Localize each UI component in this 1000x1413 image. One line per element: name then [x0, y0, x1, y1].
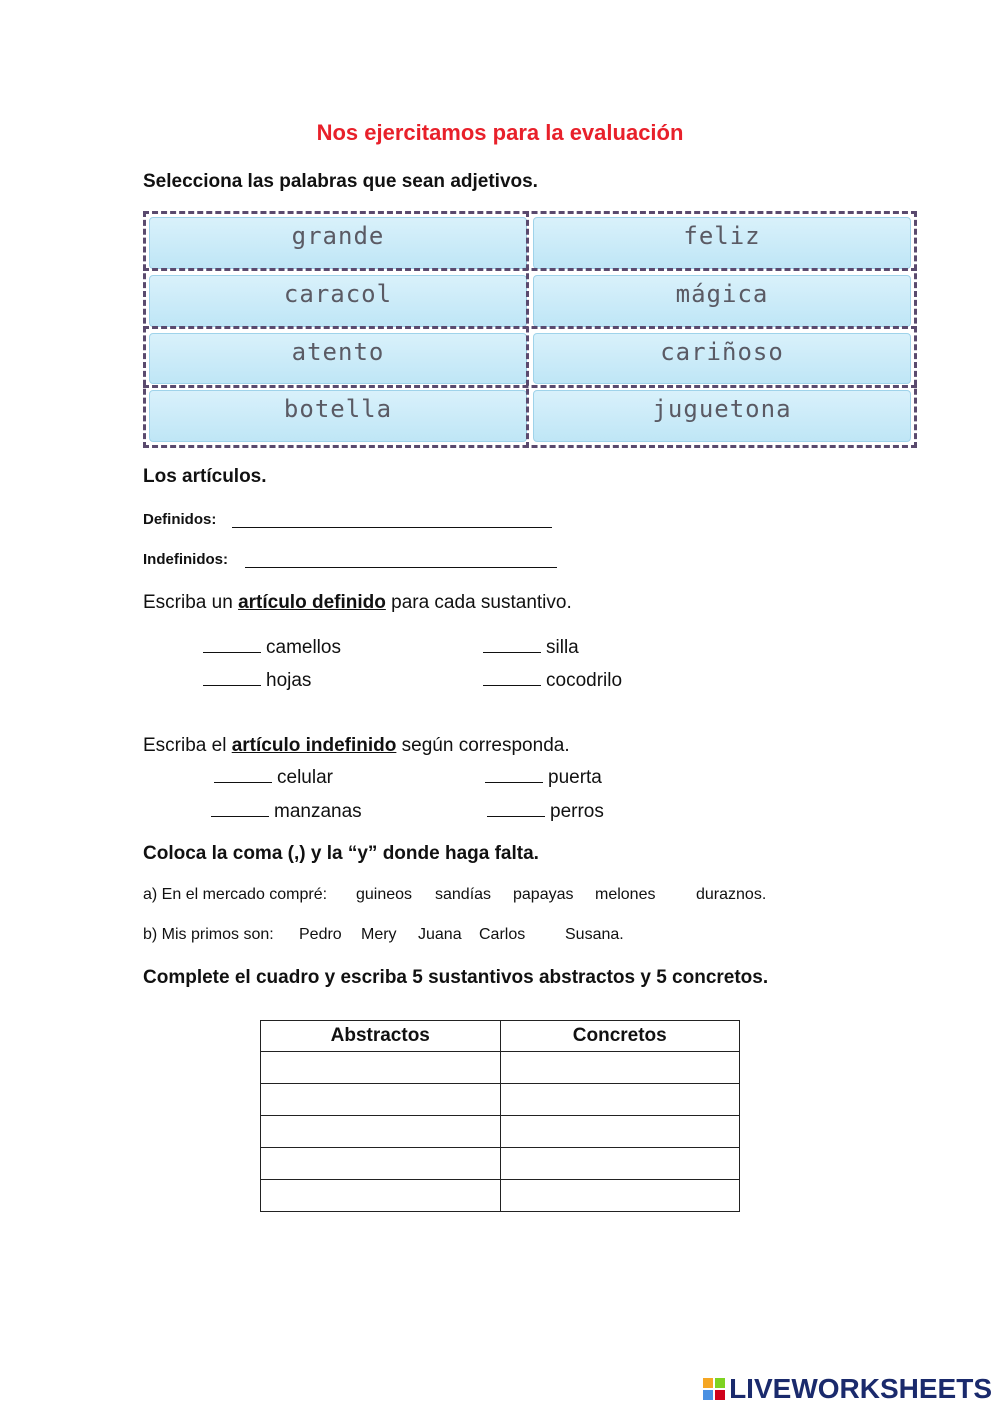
column-header-concretos: Concretos [500, 1021, 740, 1052]
noun-text: puerta [548, 767, 602, 788]
noun-text: hojas [266, 670, 312, 691]
indefinidos-answer-line[interactable] [245, 567, 557, 568]
comma-sentence-b [143, 926, 274, 944]
definido-item [203, 669, 311, 692]
sentence-word: sandías [435, 886, 492, 903]
sentence-word: guineos [356, 886, 413, 903]
answer-blank[interactable] [214, 766, 272, 783]
answer-blank[interactable] [483, 669, 541, 686]
table-cell[interactable] [261, 1052, 501, 1084]
word-option[interactable]: botella [149, 390, 527, 442]
table-cell[interactable] [500, 1084, 740, 1116]
word-option[interactable]: grande [149, 217, 527, 269]
definidos-label: Definidos: [143, 511, 217, 528]
indefinido-prefix: Escriba el [143, 735, 227, 756]
noun-text: manzanas [274, 801, 362, 822]
answer-blank[interactable] [203, 669, 261, 686]
indefinido-item [485, 766, 602, 789]
sentence-word: Mery [361, 926, 397, 943]
word-option[interactable]: cariñoso [533, 333, 911, 385]
indefinido-item [487, 800, 604, 823]
sentence-word: Pedro [299, 926, 342, 943]
definido-emphasis: artículo definido [238, 592, 386, 613]
grid-divider [143, 268, 917, 271]
word-option[interactable]: atento [149, 333, 527, 385]
articles-heading: Los artículos. [143, 466, 267, 487]
sentence-word: melones [595, 886, 656, 903]
sentence-prefix: b) Mis primos son: [143, 926, 274, 943]
indefinido-emphasis: artículo indefinido [231, 735, 397, 756]
nouns-table [260, 1020, 740, 1212]
answer-blank[interactable] [203, 636, 261, 653]
adjective-word-grid [143, 211, 917, 448]
table-cell[interactable] [261, 1148, 501, 1180]
definido-instruction [143, 592, 572, 614]
definido-item [203, 636, 341, 659]
definido-prefix: Escriba un [143, 592, 233, 613]
grid-divider [526, 211, 529, 448]
answer-blank[interactable] [485, 766, 543, 783]
sentence-word: duraznos. [696, 886, 767, 903]
logo-icon [703, 1378, 725, 1400]
sentence-word: papayas [513, 886, 574, 903]
nouns-heading: Complete el cuadro y escriba 5 sustantivos abstractos y 5 concretos. [143, 967, 769, 988]
word-option[interactable]: mágica [533, 275, 911, 327]
liveworksheets-logo [703, 1373, 992, 1405]
word-option[interactable]: juguetona [533, 390, 911, 442]
definido-suffix: para cada sustantivo. [391, 592, 572, 613]
page-title: Nos ejercitamos para la evaluación [316, 120, 684, 145]
sentence-word: Juana [418, 926, 462, 943]
table-cell[interactable] [261, 1180, 501, 1212]
word-option[interactable]: caracol [149, 275, 527, 327]
answer-blank[interactable] [483, 636, 541, 653]
grid-divider [143, 385, 917, 388]
noun-text: perros [550, 801, 604, 822]
indefinidos-label: Indefinidos: [143, 551, 228, 568]
comma-heading: Coloca la coma (,) y la “y” donde haga falta. [143, 843, 539, 864]
table-cell[interactable] [261, 1116, 501, 1148]
definido-item [483, 669, 622, 692]
noun-text: celular [277, 767, 333, 788]
table-cell[interactable] [261, 1084, 501, 1116]
noun-text: camellos [266, 637, 341, 658]
sentence-word: Carlos [479, 926, 526, 943]
indefinido-item [211, 800, 362, 823]
logo-text: LIVEWORKSHEETS [729, 1373, 992, 1404]
grid-divider [143, 326, 917, 329]
adjectives-instruction: Selecciona las palabras que sean adjetivos. [143, 171, 538, 192]
word-option[interactable]: feliz [533, 217, 911, 269]
definido-item [483, 636, 579, 659]
comma-sentence-a [143, 886, 327, 904]
table-cell[interactable] [500, 1148, 740, 1180]
table-cell[interactable] [500, 1116, 740, 1148]
column-header-abstractos: Abstractos [261, 1021, 501, 1052]
definidos-answer-line[interactable] [232, 527, 552, 528]
indefinido-instruction [143, 735, 570, 757]
noun-text: cocodrilo [546, 670, 623, 691]
answer-blank[interactable] [211, 800, 269, 817]
sentence-word: Susana. [565, 926, 624, 943]
answer-blank[interactable] [487, 800, 545, 817]
noun-text: silla [546, 637, 579, 658]
sentence-prefix: a) En el mercado compré: [143, 886, 328, 903]
table-cell[interactable] [500, 1052, 740, 1084]
indefinido-item [214, 766, 333, 789]
table-cell[interactable] [500, 1180, 740, 1212]
indefinido-suffix: según corresponda. [401, 735, 570, 756]
